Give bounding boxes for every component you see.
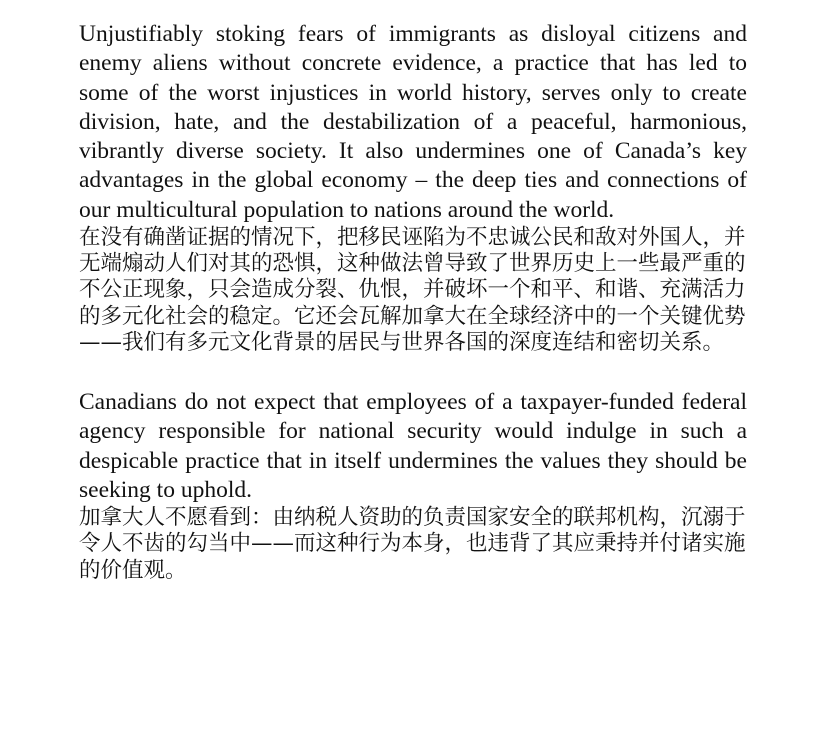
document-body xyxy=(79,20,747,584)
paragraph-2-english: Canadians do not expect that employees of a taxpayer-funded federal agency responsible for national security would indulge in such a despicable practice that in itself undermines the values they should be seeking to uphold. xyxy=(79,389,747,503)
paragraph-2-chinese: 加拿大人不愿看到：由纳税人资助的负责国家安全的联邦机构，沉溺于令人不齿的勾当中——而这种行为本身，也违背了其应秉持并付诸实施的价值观。 xyxy=(79,505,746,583)
paragraph-1 xyxy=(79,20,747,356)
paragraph-1-chinese: 在没有确凿证据的情况下，把移民诬陷为不忠诚公民和敌对外国人，并无端煽动人们对其的恐惧，这种做法曾导致了世界历史上一些最严重的不公正现象，只会造成分裂、仇恨，并破坏一个和平、和谐、充满活力的多元化社会的稳定。它还会瓦解加拿大在全球经济中的一个关键优势——我们有多元文化背景的居民与世界各国的深度连结和密切关系。 xyxy=(79,225,746,355)
paragraph-spacer xyxy=(79,356,747,388)
paragraph-2 xyxy=(79,388,747,584)
paragraph-1-english: Unjustifiably stoking fears of immigrants as disloyal citizens and enemy aliens without concrete evidence, a practice that has led to some of the worst injustices in world history, serves only to create division, hate, and the destabilization of a peaceful, harmonious, vibrantly diverse society. It also undermines one of Canada’s key advantages in the global economy – the deep ties and connections of our multicultural population to nations around the world. xyxy=(79,21,747,223)
